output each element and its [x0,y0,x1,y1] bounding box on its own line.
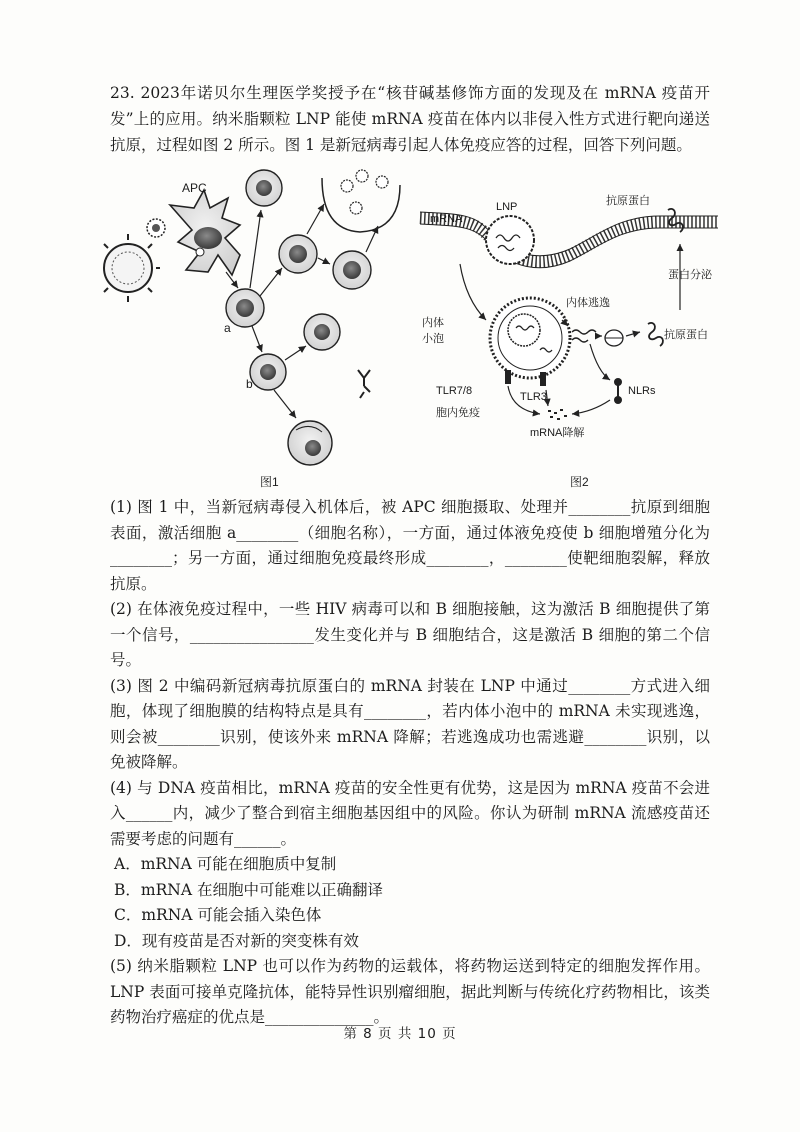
cell-a [226,289,264,327]
virus-icon [100,234,160,302]
question-body [110,495,710,1031]
option-c: C．mRNA 可能会插入染色体 [114,906,322,924]
nlrs-label: NLRs [628,385,656,397]
figure-2 [420,193,718,439]
mrna-degradation-icon [548,409,567,420]
endosome-label-2: 小泡 [422,333,444,345]
page-footer: 第 8 页 共 10 页 [343,1026,457,1042]
small-virus-icon [147,219,165,237]
nlrs-icon [614,378,622,404]
apc-cell [170,190,240,275]
intracellular-immunity-label: 胞内免疫 [436,407,480,419]
cell-bottom [288,421,332,465]
cell-b [250,354,286,390]
apc-label: APC [182,181,207,195]
tlr78-label: TLR7/8 [436,385,473,397]
antibody-icon [358,370,370,398]
target-cell-lysing [322,170,400,232]
option-a: A．mRNA 可能在细胞质中复制 [114,855,337,873]
figure-diagrams [100,160,720,490]
option-b: B．mRNA 在细胞中可能难以正确翻译 [114,880,383,899]
figures-area [100,160,720,490]
endosome-label-1: 内体 [422,317,444,329]
cell-top [246,170,282,206]
mrna-degradation-label: mRNA降解 [530,427,585,439]
antigen-protein-mid-label: 抗原蛋白 [664,329,708,341]
cell-lower-right [304,314,340,350]
question-5: (5) 纳米脂颗粒 LNP 也可以作为药物的运载体，将药物运送到特定的细胞发挥作用。LNP 表面可接单克隆抗体，能特异性识别瘤细胞，据此判断与传统化疗药物相比，该类药物治疗癌症的优点是______________。 [110,957,710,1026]
question-2: (2) 在体液免疫过程中，一些 HIV 病毒可以和 B 细胞接触，这为激活 B 细胞提供了第一个信号，________________发生变化并与 B 细胞结合，这是激活 B 细胞的第二个信号。 [110,600,710,669]
cell-b-label: b [246,377,253,391]
tlr3-label: TLR3 [520,391,547,403]
protein-secretion-label: 蛋白分泌 [668,269,712,281]
antigen-protein-top-label: 抗原蛋白 [606,195,650,207]
endosome-vesicle [490,298,570,378]
escaped-mrna [572,330,596,334]
question-1: (1) 图 1 中，当新冠病毒侵入机体后，被 APC 细胞摄取、处理并________抗原到细胞表面，激活细胞 a________（细胞名称），一方面，通过体液免疫使 b 细胞增殖分化为________；另一方面，通过细胞免疫最终形成________，________使靶细胞裂解，释放抗原。 [110,498,710,593]
endosome-escape-label: 内体逃逸 [566,297,610,309]
figure-1 [100,170,400,465]
lnp-label: LNP [496,201,518,213]
option-d: D．现有疫苗是否对新的突变株有效 [114,931,359,950]
ribosome-icon [605,330,623,346]
cell-right [333,251,371,289]
cell-middle [279,235,317,273]
question-4: (4) 与 DNA 疫苗相比，mRNA 疫苗的安全性更有优势，这是因为 mRNA 疫苗不会进入______内，减少了整合到宿主细胞基因组中的风险。你认为研制 mRNA 流感疫苗还需要考虑的问题有______。 [110,778,710,848]
question-3: (3) 图 2 中编码新冠病毒抗原蛋白的 mRNA 封装在 LNP 中通过________方式进入细胞，体现了细胞膜的结构特点是具有________，若内体小泡中的 mRNA 未实现逃逸，则会被________识别，使该外来 mRNA 降解；若逃逸成功也需逃避________识别，以免被降解。 [110,676,710,771]
figure-1-caption: 图1 [260,475,279,489]
mrna-label: mRNA [430,213,463,225]
lnp-particle [486,216,534,264]
question-intro: 23. 2023年诺贝尔生理医学奖授予在“核苷碱基修饰方面的发现及在 mRNA 疫苗开发”上的应用。纳米脂颗粒 LNP 能使 mRNA 疫苗在体内以非侵入性方式进行靶向递送抗原，过程如图 2 所示。图 1 是新冠病毒引起人体免疫应答的过程，回答下列问题。 [110,84,710,154]
figure-2-caption: 图2 [570,475,589,489]
cell-a-label: a [224,321,231,335]
